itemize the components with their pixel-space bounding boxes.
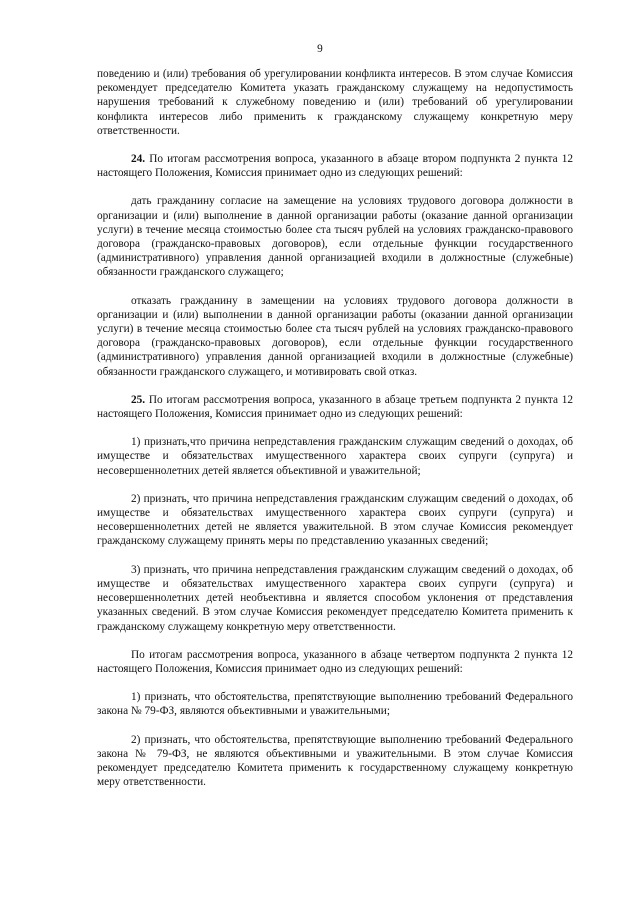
paragraph-24	[97, 152, 573, 180]
paragraph-text: По итогам рассмотрения вопроса, указанного в абзаце третьем подпункта 2 пункта 12 настоящего Положения, Комиссия принимает одно из следующих решений:	[97, 393, 573, 421]
paragraph-25	[97, 393, 573, 421]
page-number: 9	[317, 43, 323, 55]
clause-number: 24.	[131, 153, 146, 166]
paragraph-decision-refuse: отказать гражданину в замещении на условиях трудового договора должности в организации и (или) выполнении в данной организации работы (оказании данной организации услуги) в течение месяца стоимостью более ста тысяч рублей на условиях гражданско-правового договора (гражданско-правовых договоров), если отдельные функции государственного (административного) управления данной организацией входили в должностные (служебные) обязанности гражданского служащего, и мотивировать свой отказ.	[97, 294, 573, 378]
paragraph-continuation: поведению и (или) требования об урегулировании конфликта интересов. В этом случае Комиссия рекомендует председателю Комитета указать гражданскому служащему на недопустимость нарушения требований к служебному поведению и (или) требований об урегулировании конфликта интересов либо применить к гражданскому служащему конкретную меру ответственности.	[97, 68, 573, 137]
list-item-1: 1) признать, что обстоятельства, препятствующие выполнению требований Федерального закона № 79-ФЗ, являются объективными и уважительными;	[97, 691, 573, 718]
paragraph-text: По итогам рассмотрения вопроса, указанного в абзаце втором подпункта 2 пункта 12 настоящего Положения, Комиссия принимает одно из следующих решений:	[97, 153, 574, 180]
paragraph-decision-consent: дать гражданину согласие на замещение на условиях трудового договора должности в организации и (или) выполнение в данной организации работы (оказание данной организации услуги) в течение месяца стоимостью более ста тысяч рублей на условиях гражданско-правового договора (гражданско-правовых договоров), если отдельные функции государственного (административного) управления данной организацией входили в должностные (служебные) обязанности гражданского служащего;	[97, 195, 573, 279]
list-item-3: 3) признать, что причина непредставления гражданским служащим сведений о доходах, об имуществе и обязательствах имущественного характера своих супруги (супруга) и несовершеннолетних детей необъективна и является способом уклонения от представления указанных сведений. В этом случае Комиссия рекомендует председателю Комитета применить к гражданскому служащему конкретную меру ответственности.	[97, 563, 573, 633]
list-item-2: 2) признать, что причина непредставления гражданским служащим сведений о доходах, об имуществе и обязательствах имущественного характера своих супруги (супруга) и несовершеннолетних детей не является уважительной. В этом случае Комиссия рекомендует гражданскому служащему принять меры по представлению указанных сведений;	[97, 492, 573, 548]
list-item-2: 2) признать, что обстоятельства, препятствующие выполнению требований Федерального закона № 79-ФЗ, не являются объективными и уважительными. В этом случае Комиссия рекомендует председателю Комитета применить к государственному служащему конкретную меру ответственности.	[97, 733, 573, 789]
paragraph-fourth-subclause: По итогам рассмотрения вопроса, указанного в абзаце четвертом подпункта 2 пункта 12 настоящего Положения, Комиссия принимает одно из следующих решений:	[97, 648, 573, 675]
list-item-1: 1) признать,что причина непредставления гражданским служащим сведений о доходах, об имуществе и обязательствах имущественного характера своих супруги (супруга) и несовершеннолетних детей является объективной и уважительной;	[97, 436, 573, 477]
document-body	[97, 67, 573, 803]
clause-number: 25.	[131, 393, 146, 406]
